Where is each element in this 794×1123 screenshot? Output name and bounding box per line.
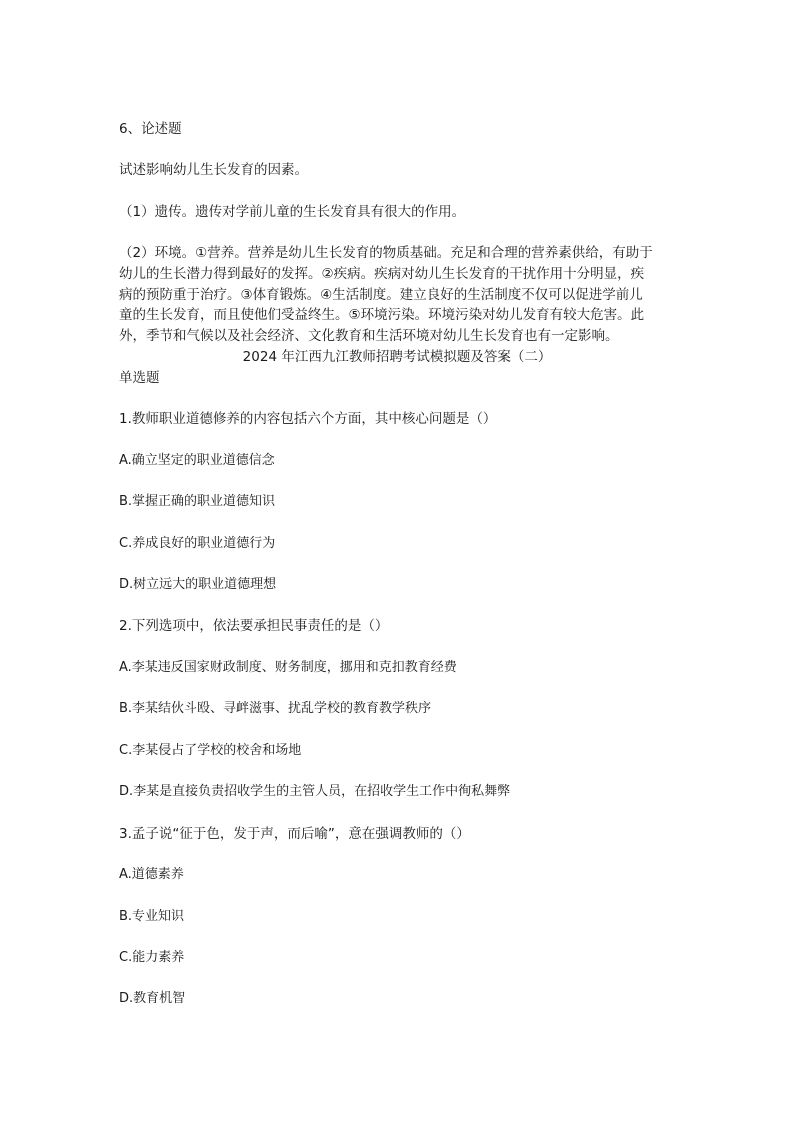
section-label: 单选题 <box>119 370 160 386</box>
question-stem: 2.下列选项中，依法要承担民事责任的是（） <box>119 618 389 634</box>
option-b: B.专业知识 <box>119 909 185 924</box>
question-stem: 1.教师职业道德修养的内容包括六个方面，其中核心问题是（） <box>119 411 497 427</box>
option-a: A.确立坚定的职业道德信念 <box>119 453 275 468</box>
answer-paragraph-1: （1）遗传。遗传对学前儿童的生长发育具有很大的作用。 <box>119 204 466 220</box>
option-d: D.教育机智 <box>119 991 186 1006</box>
option-c: C.养成良好的职业道德行为 <box>119 536 276 551</box>
option-b: B.李某结伙斗殴、寻衅滋事、扰乱学校的教育教学秩序 <box>119 701 432 716</box>
answer-line: 幼儿的生长潜力得到最好的发挥。②疾病。疾病对幼儿生长发育的干扰作用十分明显，疾 <box>119 266 645 282</box>
section-heading: 6、论述题 <box>119 121 182 137</box>
option-b: B.掌握正确的职业道德知识 <box>119 494 276 509</box>
option-d: D.李某是直接负责招收学生的主管人员，在招收学生工作中徇私舞弊 <box>119 784 511 799</box>
option-c: C.李某侵占了学校的校舍和场地 <box>119 743 302 758</box>
option-c: C.能力素养 <box>119 950 185 965</box>
document-title: 2024 年江西九江教师招聘考试模拟题及答案（二） <box>242 349 552 365</box>
option-d: D.树立远大的职业道德理想 <box>119 577 277 592</box>
option-a: A.李某违反国家财政制度、财务制度，挪用和克扣教育经费 <box>119 660 457 675</box>
answer-line: （2）环境。①营养。营养是幼儿生长发育的物质基础。充足和合理的营养素供给，有助于 <box>119 245 653 261</box>
essay-question: 试述影响幼儿生长发育的因素。 <box>119 162 308 178</box>
answer-line: 外，季节和气候以及社会经济、文化教育和生活环境对幼儿生长发育也有一定影响。 <box>119 328 619 344</box>
answer-line: 童的生长发育，而且使他们受益终生。⑤环境污染。环境污染对幼儿发育有较大危害。此 <box>119 307 645 323</box>
question-stem: 3.孟子说“征于色，发于声，而后喻”，意在强调教师的（） <box>119 826 470 842</box>
option-a: A.道德素养 <box>119 867 184 882</box>
answer-line: 病的预防重于治疗。③体育锻炼。④生活制度。建立良好的生活制度不仅可以促进学前儿 <box>119 287 643 303</box>
